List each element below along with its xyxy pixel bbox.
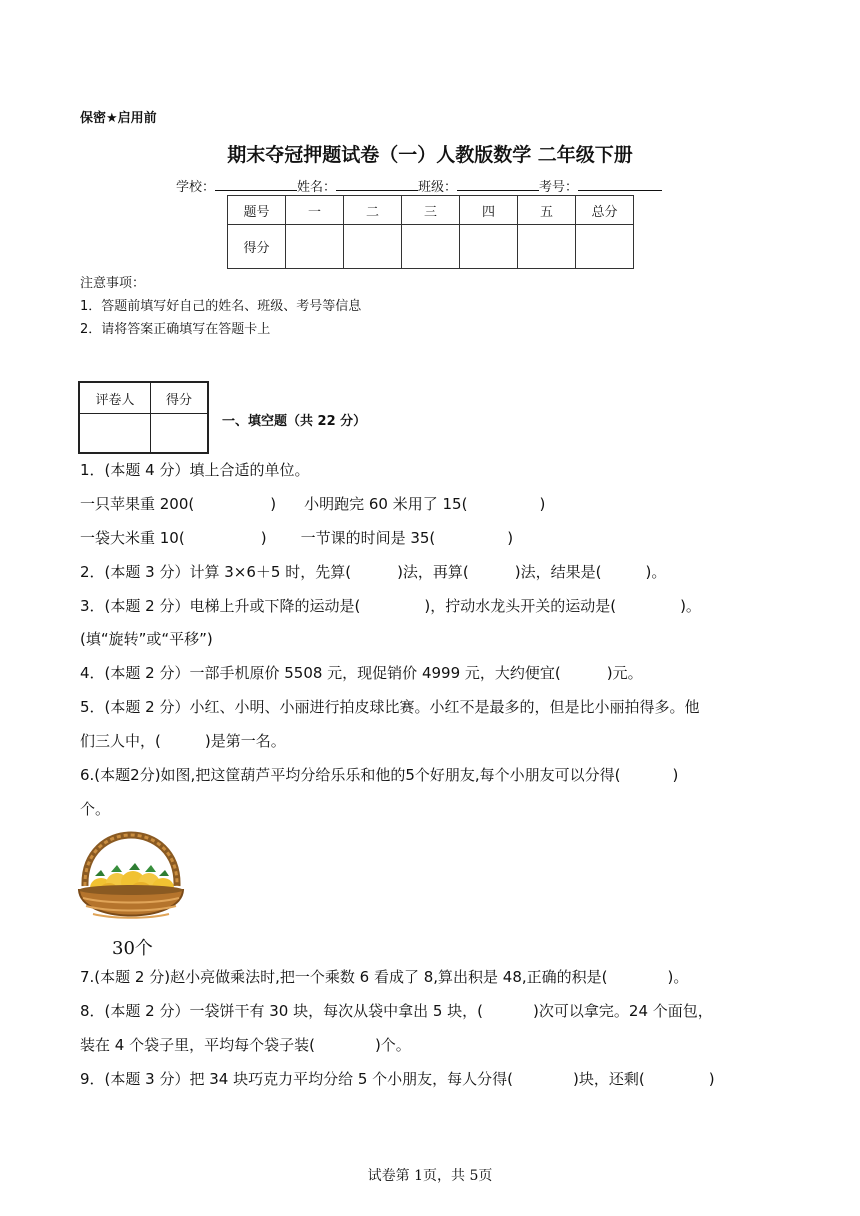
grader-score-header: 得分 [151,382,209,414]
note-item: 2．请将答案正确填写在答题卡上 [80,322,271,337]
q1a-text-2: 小明跑完 60 米用了 15( [304,495,468,513]
grader-header: 评卷人 [79,382,151,414]
score-cell[interactable] [576,225,634,269]
score-table [227,195,634,269]
score-cell[interactable] [344,225,402,269]
question-3-hint: (填“旋转”或“平移”) [80,630,213,648]
score-header-cell: 三 [402,196,460,225]
page-title: 期末夺冠押题试卷（一）人教版数学 二年级下册 [227,144,633,166]
score-cell[interactable] [518,225,576,269]
notes-title: 注意事项： [80,276,146,291]
question-8-line-2: 装在 4 个袋子里，平均每个袋子装( )个。 [80,1036,411,1054]
score-cell[interactable] [460,225,518,269]
exam-no-blank[interactable] [578,178,662,191]
score-header-cell: 四 [460,196,518,225]
score-header-cell: 五 [518,196,576,225]
question-6-line-2: 个。 [80,800,111,818]
student-info-line [176,176,662,195]
question-9: 9．(本题 3 分）把 34 块巧克力平均分给 5 个小朋友，每人分得( )块，还剩( ) [80,1070,715,1088]
exam-no-label: 考号： [539,180,579,195]
score-header-cell: 一 [286,196,344,225]
name-label: 姓名： [297,180,337,195]
school-blank[interactable] [215,178,297,191]
notes-block [80,272,361,341]
page-footer: 试卷第 1页，共 5页 [367,1168,493,1184]
score-row-label: 得分 [228,225,286,269]
score-cell[interactable] [286,225,344,269]
score-header-cell: 题号 [228,196,286,225]
class-blank[interactable] [457,178,539,191]
question-1-line-b: 一袋大米重 10( ) 一节课的时间是 35( ) [80,529,514,547]
school-label: 学校： [176,180,216,195]
basket-count-label: 30个 [112,938,153,959]
grader-table [78,381,209,454]
score-header-cell: 总分 [576,196,634,225]
score-header-cell: 二 [344,196,402,225]
question-8: 8．(本题 2 分）一袋饼干有 30 块，每次从袋中拿出 5 块，( )次可以拿完。24 个面包， [80,1002,713,1020]
grader-cell[interactable] [79,414,151,454]
question-2: 2．(本题 3 分）计算 3×6＋5 时，先算( )法，再算( )法，结果是( )。 [80,563,667,581]
question-5-line-2: 们三人中，( )是第一名。 [80,732,286,750]
class-label: 班级： [418,180,458,195]
gourd-basket-illustration [77,824,185,936]
q1b-text-2: 一节课的时间是 35( [300,529,436,547]
section-title: 一、填空题（共 22 分） [222,414,367,429]
question-3: 3．(本题 2 分）电梯上升或下降的运动是( )，拧动水龙头开关的运动是( )。 [80,597,701,615]
q1a-text: 一只苹果重 200( [80,495,195,513]
question-7: 7.(本题 2 分)赵小亮做乘法时,把一个乘数 6 看成了 8,算出积是 48,正确的积是( )。 [80,968,689,986]
score-cell[interactable] [402,225,460,269]
question-6: 6.(本题2分)如图,把这筐葫芦平均分给乐乐和他的5个好朋友,每个小朋友可以分得( ) [80,766,679,784]
question-1-line-a: 一只苹果重 200( ) 小明跑完 60 米用了 15( ) [80,495,546,513]
grader-score-cell[interactable] [151,414,209,454]
question-4: 4．(本题 2 分）一部手机原价 5508 元，现促销价 4999 元，大约便宜( )元。 [80,664,643,682]
note-item: 1．答题前填写好自己的姓名、班级、考号等信息 [80,299,362,314]
question-5: 5．(本题 2 分）小红、小明、小丽进行拍皮球比赛。小红不是最多的，但是比小丽拍得多。他 [80,698,700,716]
question-1: 1．(本题 4 分）填上合适的单位。 [80,461,310,479]
q1b-text: 一袋大米重 10( [80,529,185,547]
name-blank[interactable] [336,178,418,191]
confidential-label: 保密★启用前 [80,111,157,126]
